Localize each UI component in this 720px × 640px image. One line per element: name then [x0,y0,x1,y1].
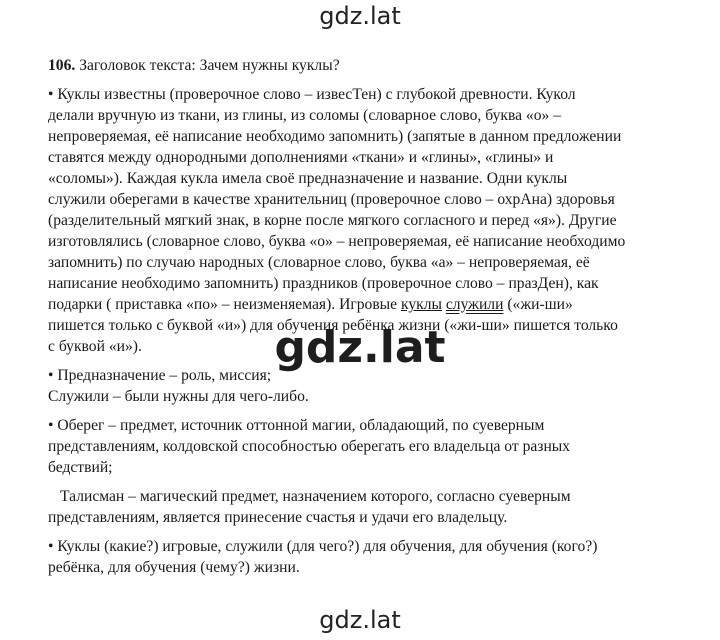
text-line: бедствий; [48,459,113,476]
text-line: пишется только с буквой «и») для обучения ребёнка жизни («жи-ши» пишется только [48,317,618,334]
exercise-number: 106. [48,57,76,74]
watermark-bottom: gdz.lat [319,606,401,634]
text-line [48,294,668,315]
text-line: представлениям, колдовской способностью оберегать его владельца от разных [48,438,571,455]
text-line: с буквой «и»). [48,338,142,355]
watermark-middle: gdz.lat [274,322,446,373]
exercise-title [48,55,668,76]
text-line: запомнить) по случаю народных (словарное слово, буква «а» – непроверяемая, её [48,254,590,271]
text-line: ставятся между однородными дополнениями «ткани» и «глины», «глины» и [48,149,554,166]
document-body [48,55,668,578]
text-line: написание необходимо запомнить) праздников (проверочное слово – празДен), как [48,275,599,292]
text-segment: («жи-ши» [503,296,573,313]
paragraph-5 [48,536,668,578]
text-line: служили оберегами в качестве хранительниц (проверочное слово – охрАна) здоровья [48,191,615,208]
text-line: • Куклы (какие?) игровые, служили (для чего?) для обучения, для обучения (кого?) [48,538,598,555]
text-line: Служили – были нужны для чего-либо. [48,388,309,405]
text-segment: подарки ( приставка «по» – неизменяемая). Игровые [48,296,401,313]
paragraph-4 [48,486,668,528]
text-line: ребёнка, для обучения (чему?) жизни. [48,559,300,576]
subject-underline: куклы [400,296,442,313]
text-line: (разделительный мягкий знак, в корне после мягкого согласного и перед «я»). Другие [48,212,617,229]
text-line: изготовлялись (словарное слово, буква «о» – непроверяемая, её написание необходимо [48,233,626,250]
title-text: Заголовок текста: Зачем нужны куклы? [75,57,340,74]
text-line: непроверяемая, её написание необходимо запомнить) (запятые в данном предложении [48,128,622,145]
watermark-top: gdz.lat [319,2,401,30]
text-line: Талисман – магический предмет, назначением которого, согласно суеверным [60,488,571,505]
text-line: представлениям, является принесение счастья и удачи его владельцу. [48,509,508,526]
paragraph-1 [48,84,668,357]
text-line: • Оберег – предмет, источник оттонной магии, обладающий, по суеверным [48,417,545,434]
text-line: • Куклы известны (проверочное слово – извесТен) с глубокой древности. Кукол [48,86,576,103]
predicate-underline: служили [445,296,504,313]
text-line: «соломы»). Каждая кукла имела своё предназначение и название. Одни куклы [48,170,568,187]
paragraph-3 [48,415,668,478]
text-line: делали вручную из ткани, из глины, из соломы (словарное слово, буква «о» – [48,107,562,124]
text-line: • Предназначение – роль, миссия; [48,367,272,384]
